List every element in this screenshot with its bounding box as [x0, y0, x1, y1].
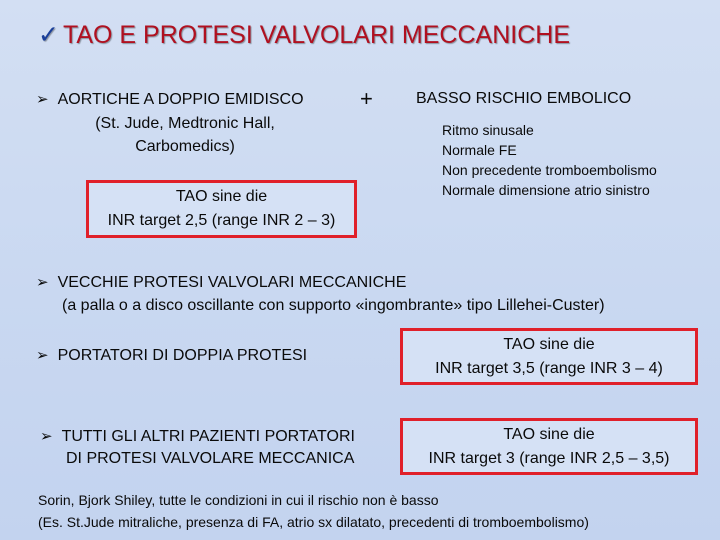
inr-box-aortic-line1: TAO sine die [175, 188, 268, 205]
aortic-heading-text: AORTICHE A DOPPIO EMIDISCO [57, 91, 304, 108]
check-icon: ✓ [38, 21, 59, 49]
old-valves-sub: (a palla o a disco oscillante con supporto «ingombrante» tipo Lillehei-Custer) [62, 297, 605, 314]
aortic-sub-1: (St. Jude, Medtronic Hall, [95, 115, 275, 132]
others-heading [40, 427, 355, 446]
low-risk-item: Normale FE [442, 142, 517, 158]
arrow-bullet-icon: ➢ [36, 347, 49, 364]
aortic-sub-2: Carbomedics) [135, 138, 235, 155]
inr-box-double-line2: INR target 3,5 (range INR 3 – 4) [435, 360, 663, 377]
slide-title [38, 20, 570, 50]
plus-sign: + [360, 86, 373, 111]
others-sub: DI PROTESI VALVOLARE MECCANICA [66, 450, 355, 467]
low-risk-list [442, 120, 657, 200]
low-risk-heading: BASSO RISCHIO EMBOLICO [416, 90, 632, 107]
low-risk-item: Ritmo sinusale [442, 122, 534, 138]
old-valves-heading [36, 273, 406, 292]
arrow-bullet-icon: ➢ [36, 91, 49, 108]
inr-box-aortic-line2: INR target 2,5 (range INR 2 – 3) [107, 212, 336, 229]
footer-line-1: Sorin, Bjork Shiley, tutte le condizioni in cui il rischio non è basso [38, 492, 439, 508]
footer-line-2: (Es. St.Jude mitraliche, presenza di FA, atrio sx dilatato, precedenti di tromboembolismo) [38, 514, 589, 530]
others-heading-text: TUTTI GLI ALTRI PAZIENTI PORTATORI [61, 428, 355, 445]
arrow-bullet-icon: ➢ [40, 428, 53, 445]
arrow-bullet-icon: ➢ [36, 274, 49, 291]
inr-box-aortic [86, 180, 357, 238]
double-prosthesis-text: PORTATORI DI DOPPIA PROTESI [57, 347, 308, 364]
double-prosthesis-heading [36, 346, 307, 365]
aortic-heading [36, 90, 304, 109]
low-risk-item: Non precedente tromboembolismo [442, 162, 657, 178]
low-risk-item: Normale dimensione atrio sinistro [442, 182, 650, 198]
inr-box-others [400, 418, 698, 475]
old-valves-heading-text: VECCHIE PROTESI VALVOLARI MECCANICHE [57, 274, 407, 291]
inr-box-double-line1: TAO sine die [503, 336, 595, 353]
slide-title-text: TAO E PROTESI VALVOLARI MECCANICHE [62, 21, 570, 49]
inr-box-others-line1: TAO sine die [503, 426, 595, 443]
inr-box-double [400, 328, 698, 385]
inr-box-others-line2: INR target 3 (range INR 2,5 – 3,5) [428, 450, 670, 467]
